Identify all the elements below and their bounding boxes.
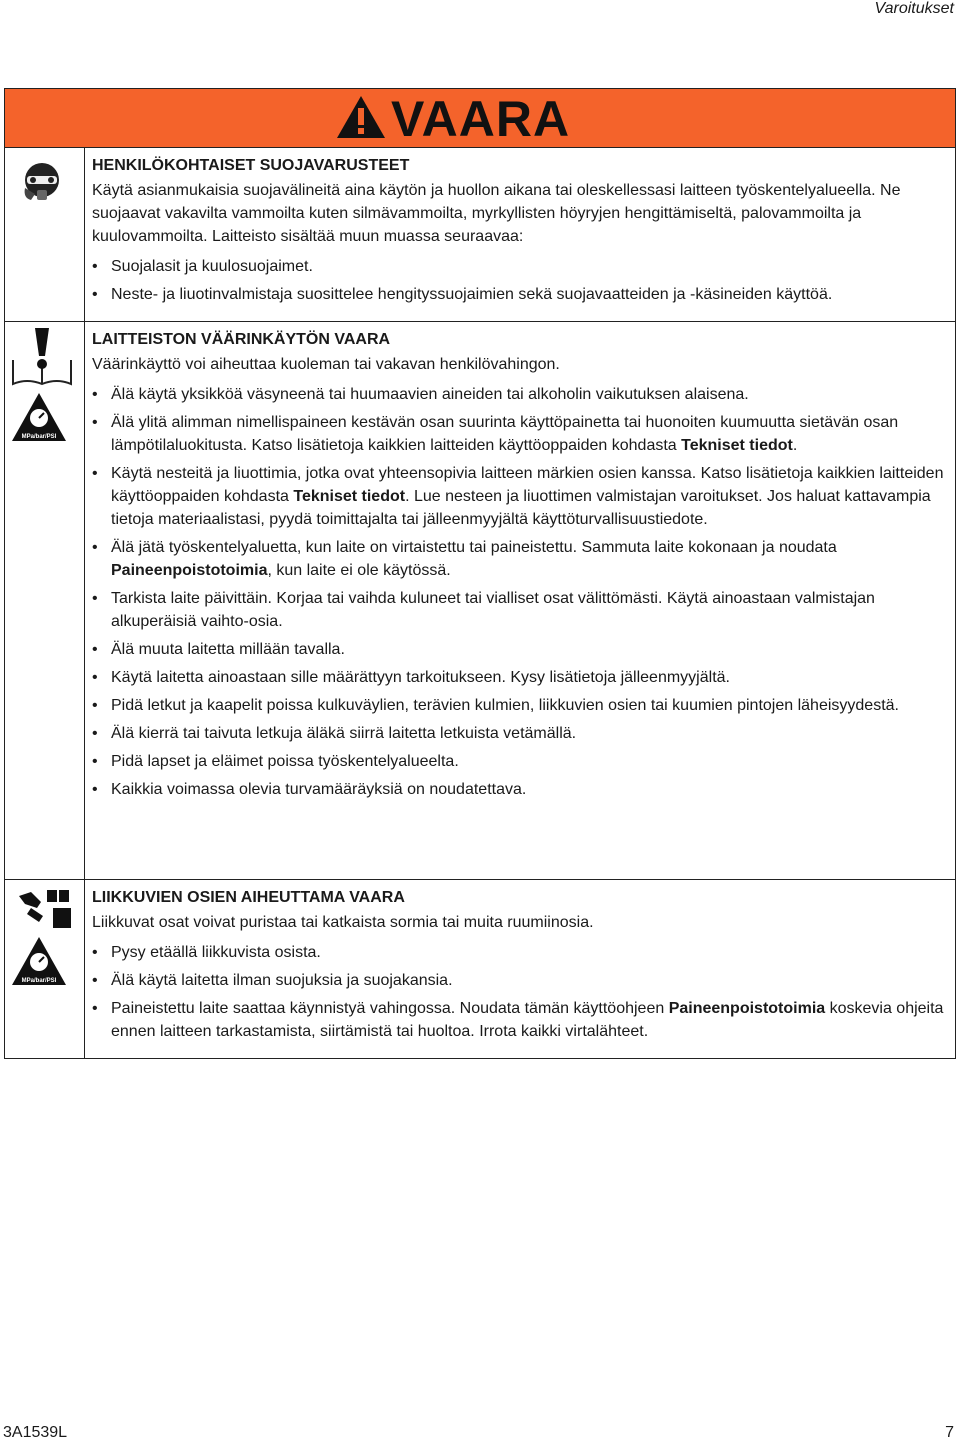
protective-gear-icon [19,158,65,204]
list-item: • Neste- ja liuotinvalmistaja suosittelee hengityssuojaimien sekä suojavaatteiden ja -käsineiden käyttöä. [92,283,945,306]
page-number: 7 [945,1424,954,1441]
list-item: • Pidä lapset ja eläimet poissa työskentelyalueelta. [92,750,945,773]
bullet-list [92,383,945,801]
list-item: • Älä ylitä alimman nimellispaineen kestävän osan suurinta käyttöpainetta tai huonoiten kuumuutta sietävän osan lämpötilaluokitusta. Katso lisätietoja kaikkien laitteiden käyttöoppaiden kohdasta Tekniset tiedot. [92,411,945,457]
list-item: • Kaikkia voimassa olevia turvamääräyksiä on noudatettava. [92,778,945,801]
section-moving-parts [5,880,955,1058]
section-title: HENKILÖKOHTAISET SUOJAVARUSTEET [92,157,410,174]
list-item: • Älä kierrä tai taivuta letkuja äläkä siirrä laitetta letkuista vetämällä. [92,722,945,745]
section-equipment-misuse [5,322,955,880]
list-item: • Älä jätä työskentelyaluetta, kun laite on virtaistettu tai paineistettu. Sammuta laite kokonaan ja noudata Paineenpoistotoimia, kun laite ei ole käytössä. [92,536,945,582]
section-title: LIIKKUVIEN OSIEN AIHEUTTAMA VAARA [92,889,405,906]
pressure-gauge-icon [11,936,67,986]
section-title: LAITTEISTON VÄÄRINKÄYTÖN VAARA [92,331,391,348]
pressure-gauge-icon [11,392,67,442]
list-item: • Älä käytä laitetta ilman suojuksia ja suojakansia. [92,969,945,992]
gauge-label: MPa/bar/PSI [21,978,57,984]
moving-parts-hand-icon [17,886,71,930]
section-protective-equipment [5,148,955,322]
danger-word: VAARA [391,91,571,147]
page-header-title: Varoitukset [874,0,954,17]
warning-triangle-icon [335,94,387,140]
list-item: • Paineistettu laite saattaa käynnistyä vahingossa. Noudata tämän käyttöohjeen Paineenpoistotoimia koskevia ohjeita ennen laitteen tarkastamista, siirtämistä tai huoltoa. Irrota kaikki virtalähteet. [92,997,945,1043]
section-intro: Käytä asianmukaisia suojavälineitä aina käytön ja huollon aikana tai oleskellessasi laitteen työskentelyalueella. Ne suojaavat vakavilta vammoilta kuten silmävammoilta, myrkyllisten höyryjen hengittämiseltä, palovammoilta ja kuulovammoilta. Laitteisto sisältää muun muassa seuraavaa: [92,182,901,245]
reference-pressure-relief: Paineenpoistotoimia [111,562,268,579]
list-item: • Tarkista laite päivittäin. Korjaa tai vaihda kuluneet tai vialliset osat välittömästi. Käytä ainoastaan valmistajan alkuperäisiä vaihto-osia. [92,587,945,633]
document-code: 3A1539L [3,1424,68,1441]
gauge-label: MPa/bar/PSI [21,434,57,440]
bullet-list [92,941,945,1043]
list-item: • Älä muuta laitetta millään tavalla. [92,638,945,661]
list-item: • Käytä nesteitä ja liuottimia, jotka ovat yhteensopivia laitteen märkien osien kanssa. Katso lisätietoja kaikkien laitteiden käyttöoppaiden kohdasta Tekniset tiedot. Lue nesteen ja liuottimen valmistajan varoitukset. Jos haluat kattavampia tietoja materiaalistasi, pyydä toimittajalta tai jälleenmyyjältä käyttöturvallisuustiedote. [92,462,945,531]
danger-banner [5,89,955,148]
list-item: • Pidä letkut ja kaapelit poissa kulkuväylien, terävien kulmien, liikkuvien osien tai kuumien pintojen läheisyydestä. [92,694,945,717]
reference-pressure-relief: Paineenpoistotoimia [668,1000,826,1017]
warning-table [4,88,956,1059]
list-item: • Pysy etäällä liikkuvista osista. [92,941,945,964]
list-item: • Suojalasit ja kuulosuojaimet. [92,255,945,278]
reference-technical-data: Tekniset tiedot [293,488,406,505]
section-intro: Liikkuvat osat voivat puristaa tai katkaista sormia tai muita ruumiinosia. [92,914,594,931]
list-item: • Käytä laitetta ainoastaan sille määrättyyn tarkoitukseen. Kysy lisätietoja jälleenmyyjältä. [92,666,945,689]
list-item: • Älä käytä yksikköä väsyneenä tai huumaavien aineiden tai alkoholin vaikutuksen alaisena. [92,383,945,406]
manual-warning-icon [9,326,75,388]
reference-technical-data: Tekniset tiedot [681,437,793,454]
section-intro: Väärinkäyttö voi aiheuttaa kuoleman tai vakavan henkilövahingon. [92,356,560,373]
bullet-list [92,255,945,306]
